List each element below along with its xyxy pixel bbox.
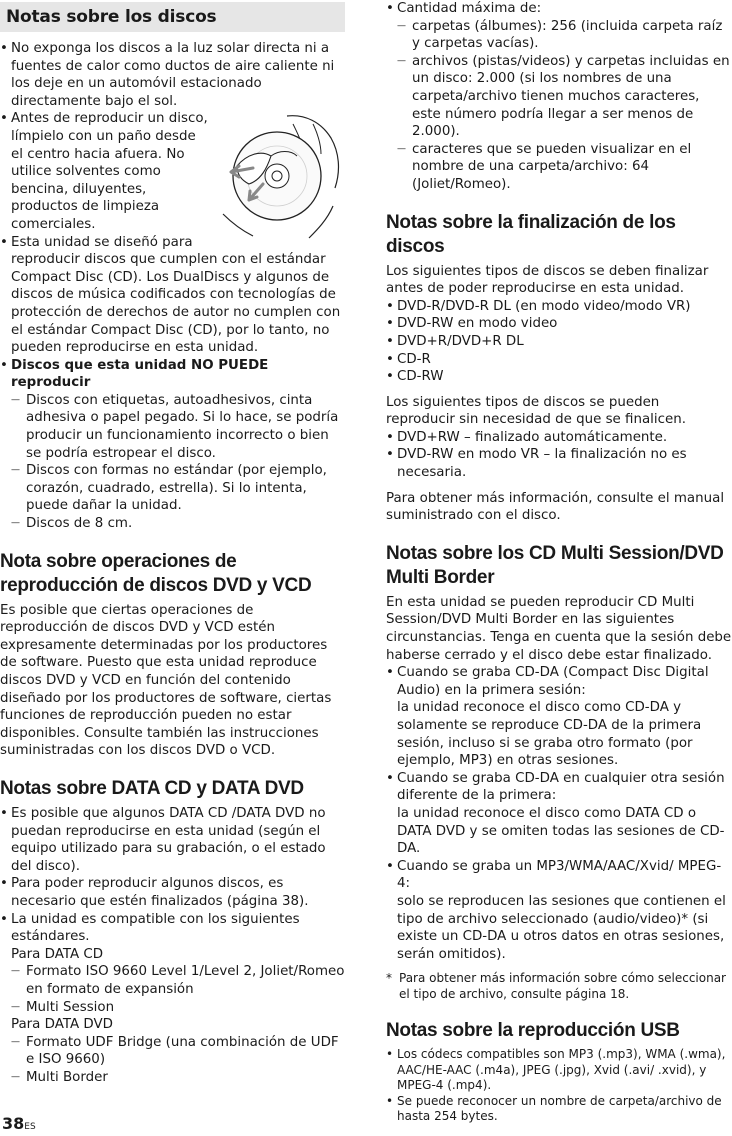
list-item: • DVD+RW – finalizado automáticamente. xyxy=(386,429,732,447)
multi-session-list xyxy=(386,664,732,963)
no-play-heading: Discos que esta unidad NO PUEDE reproducir xyxy=(11,357,269,391)
section-title-usb: Notas sobre la reproducción USB xyxy=(386,1020,680,1042)
list-item xyxy=(386,770,732,858)
dvd-vcd-body: Es posible que ciertas operaciones de reproducción de discos DVD y VCD estén expresamente determinadas por los productores de software. Puesto que esta unidad reproduce discos DVD y VCD en función del contenido diseñado por los productores de software, ciertas funciones de reproducción pueden no estar disponibles. Consulte también las instrucciones suministradas con los discos DVD o VCD. xyxy=(0,602,332,759)
list-item: • DVD+R/DVD+R DL xyxy=(386,333,732,351)
section-title-finalization: Notas sobre la finalización de los discos xyxy=(386,211,676,257)
list-item: • CD-R xyxy=(386,351,732,369)
list-item: • No exponga los discos a la luz solar directa ni a fuentes de calor como ductos de aire caliente ni los deje en un automóvil estacionado directamente bajo el sol. xyxy=(0,40,345,110)
list-item: • CD-RW xyxy=(386,368,732,386)
list-item: — Multi Border xyxy=(0,1069,345,1087)
footnote xyxy=(386,971,732,1002)
list-item xyxy=(0,357,345,533)
no-finalize-intro: Los siguientes tipos de discos se pueden reproducir sin necesidad de que se finalicen. xyxy=(386,394,686,428)
condition-text: • Cuando se graba CD-DA en cualquier otra sesión diferente de la primera: xyxy=(397,770,725,804)
footnote-mark: * xyxy=(386,971,392,986)
section-title-multi-session: Notas sobre los CD Multi Session/DVD Multi Border xyxy=(386,542,724,588)
list-item: — carpetas (álbumes): 256 (incluida carpeta raíz y carpetas vacías). xyxy=(386,18,732,53)
list-item: • DVD-RW en modo video xyxy=(386,315,732,333)
condition-text: • Cuando se graba CD-DA (Compact Disc Digital Audio) en la primera sesión: xyxy=(397,665,709,698)
page-number xyxy=(2,1114,36,1133)
finalization-intro: Los siguientes tipos de discos se deben finalizar antes de poder reproducirse en esta unidad. xyxy=(386,263,709,297)
list-item-text: Cantidad máxima de: xyxy=(397,1,542,16)
result-text: solo se reproducen las sesiones que contienen el tipo de archivo seleccionado (audio/video)* (si existe un CD-DA u otros datos en otras sesiones, serán omitidos). xyxy=(397,893,726,962)
section-title-dvd-vcd: Nota sobre operaciones de reproducción de discos DVD y VCD xyxy=(0,550,312,596)
list-item: • DVD-R/DVD-R DL (en modo video/modo VR) xyxy=(386,298,732,316)
list-item xyxy=(0,911,345,1087)
data-cd-label: Para DATA CD xyxy=(11,946,104,962)
max-items-list xyxy=(386,18,732,194)
finalization-more-info: Para obtener más información, consulte el manual suministrado con el disco. xyxy=(386,490,725,524)
result-text: la unidad reconoce el disco como DATA CD o DATA DVD y se omiten todas las sesiones de CD-DA. xyxy=(397,805,725,857)
footnote-text: Para obtener más información sobre cómo seleccionar el tipo de archivo, consulte página 18. xyxy=(399,971,726,1001)
list-item: — Formato ISO 9660 Level 1/Level 2, Joliet/Romeo en formato de expansión xyxy=(0,963,345,998)
list-item: — Discos de 8 cm. xyxy=(0,515,345,533)
hand-wiping-disc-icon xyxy=(217,110,345,242)
list-item-text: Antes de reproducir un disco, límpielo con un paño desde el centro hacia afuera. No utilice solventes como bencina, diluyentes, productos de limpieza comerciales. xyxy=(11,111,208,232)
list-item xyxy=(386,0,732,194)
data-cd-list xyxy=(0,963,345,1016)
data-dvd-list xyxy=(0,1034,345,1087)
list-item: — caracteres que se pueden visualizar en el nombre de una carpeta/archivo: 64 (Joliet/Romeo). xyxy=(386,141,732,194)
list-item: • Se puede reconocer un nombre de carpeta/archivo de hasta 254 bytes. xyxy=(386,1094,732,1125)
disc-cleaning-illustration xyxy=(217,110,345,242)
max-quantity-list xyxy=(386,0,732,194)
list-item: — Multi Session xyxy=(0,999,345,1017)
list-item-text: La unidad es compatible con los siguientes estándares. xyxy=(11,911,300,945)
no-finalize-list xyxy=(386,429,732,482)
usb-notes-list xyxy=(386,1047,732,1125)
list-item: • Para poder reproducir algunos discos, es necesario que estén finalizados (página 38). xyxy=(0,875,345,910)
multi-session-intro: En esta unidad se pueden reproducir CD Multi Session/DVD Multi Border en las siguientes circunstancias. Tenga en cuenta que la sesión debe haberse cerrado y el disco debe estar finalizado. xyxy=(386,594,732,663)
list-item xyxy=(386,664,732,770)
list-item: — Discos con formas no estándar (por ejemplo, corazón, cuadrado, estrella). Si lo intenta, puede dañar la unidad. xyxy=(0,462,345,515)
list-item: — Discos con etiquetas, autoadhesivos, cinta adhesiva o papel pegado. Si lo hace, se podría producir un funcionamiento incorrecto o bien se podría estropear el disco. xyxy=(0,392,345,462)
must-finalize-list xyxy=(386,298,732,386)
data-notes-list xyxy=(0,805,345,1087)
page-language: ES xyxy=(24,1122,36,1132)
list-item xyxy=(0,110,345,233)
list-item xyxy=(386,858,732,964)
list-item: • Esta unidad se diseñó para reproducir discos que cumplen con el estándar Compact Disc (CD). Los DualDiscs y algunos de discos de música codificados con tecnologías de protección de derechos de autor no cumplen con el estándar Compact Disc (CD), por lo tanto, no pueden reproducirse en esta unidad. xyxy=(0,234,345,357)
page-number-value: 38 xyxy=(2,1114,25,1133)
list-item: • DVD-RW en modo VR – la finalización no es necesaria. xyxy=(386,446,732,481)
section-header-discs: Notas sobre los discos xyxy=(0,2,345,32)
list-item: • Es posible que algunos DATA CD /DATA DVD no puedan reproducirse en esta unidad (según el equipo utilizado para su grabación, o el estado del disco). xyxy=(0,805,345,875)
right-column xyxy=(386,0,732,1125)
list-item: — Formato UDF Bridge (una combinación de UDF e ISO 9660) xyxy=(0,1034,345,1069)
condition-text: • Cuando se graba un MP3/WMA/AAC/Xvid/ MPEG-4: xyxy=(397,858,722,892)
section-title-data-cd-dvd: Notas sobre DATA CD y DATA DVD xyxy=(0,777,304,799)
list-item: — archivos (pistas/videos) y carpetas incluidas en un disco: 2.000 (si los nombres de una carpeta/archivo tienen muchos caracteres, este número podría llegar a ser menos de 2.000). xyxy=(386,53,732,141)
list-item: • Los códecs compatibles son MP3 (.mp3), WMA (.wma), AAC/HE-AAC (.m4a), JPEG (.jpg), Xvid (.avi/ .xvid), y MPEG-4 (.mp4). xyxy=(386,1047,732,1094)
no-play-list xyxy=(0,392,345,533)
disc-notes-list xyxy=(0,40,345,533)
result-text: la unidad reconoce el disco como CD-DA y solamente se reproduce CD-DA de la primera sesión, incluso si se graba otro formato (por ejemplo, MP3) en otras sesiones. xyxy=(397,700,702,769)
data-dvd-label: Para DATA DVD xyxy=(11,1017,113,1033)
left-column xyxy=(0,0,345,1086)
